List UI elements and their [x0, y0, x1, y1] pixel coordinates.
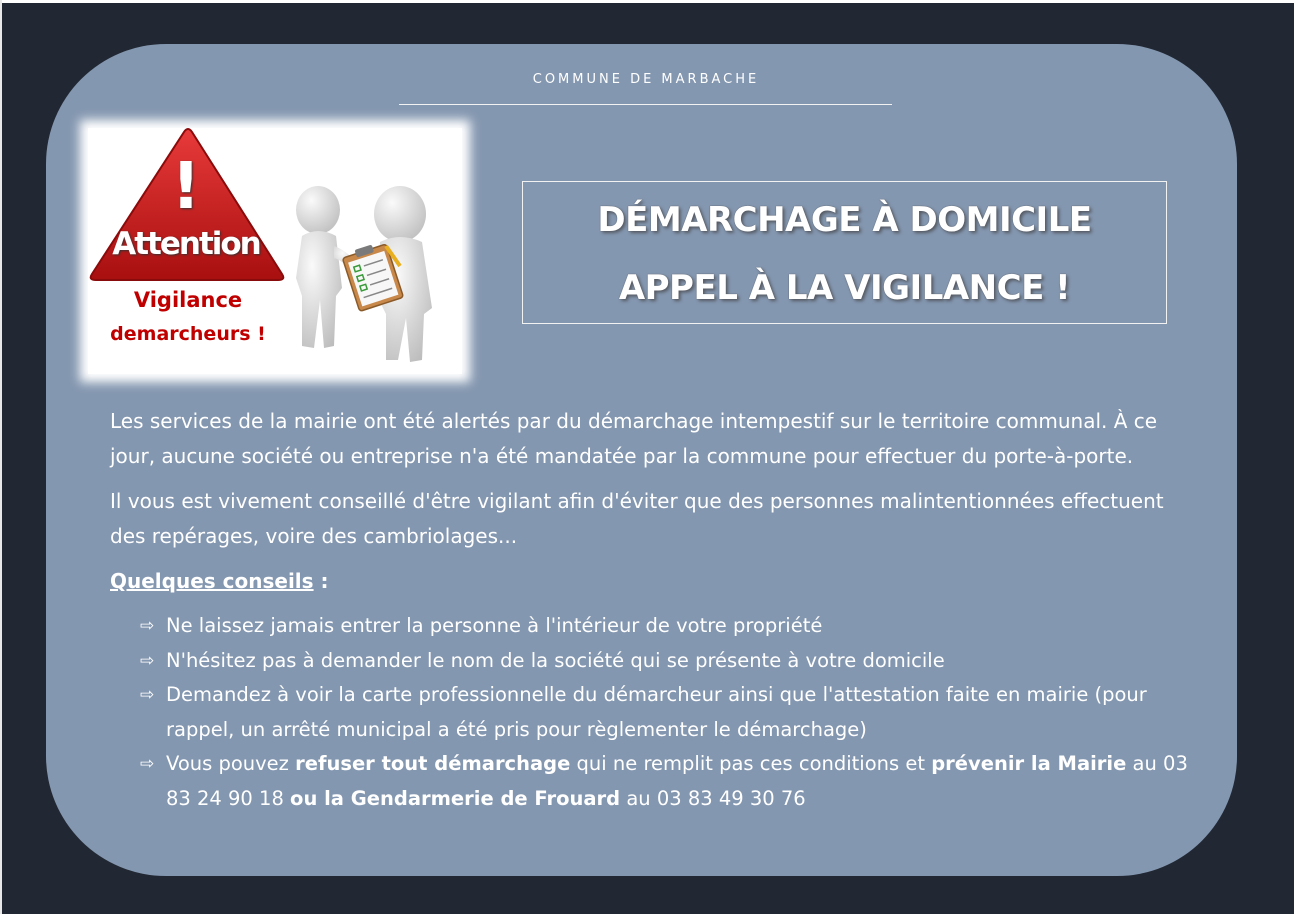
body-content [110, 404, 1190, 816]
tips-list [110, 609, 1190, 816]
paragraph-alert: Les services de la mairie ont été alertés par du démarchage intempestif sur le territoire communal. À ce jour, aucune société ou entreprise n'a été mandatée par la commune pour effectuer du porte-à-porte. [110, 409, 1158, 468]
gendarmerie-phone: au 03 83 49 30 76 [620, 786, 806, 810]
title-box [522, 181, 1167, 324]
tip-item [140, 678, 1190, 747]
tip-item [140, 747, 1190, 816]
window-left-edge [0, 0, 2, 914]
tip-emphasis-gendarmerie: ou la Gendarmerie de Frouard [290, 786, 621, 810]
tip-text-part: qui ne remplit pas ces conditions et [570, 752, 932, 775]
vigilance-word: Vigilance [133, 288, 243, 312]
tip-emphasis-mairie: prévenir la Mairie [931, 752, 1127, 775]
header-divider [399, 104, 892, 105]
tip-text-part: Vous pouvez [166, 752, 296, 775]
conseils-label: Quelques conseils [110, 569, 314, 593]
tip-item [140, 644, 1190, 679]
commune-header: COMMUNE DE MARBACHE [532, 72, 760, 87]
demarcheurs-word: demarcheurs ! [110, 323, 266, 345]
tip-text: Demandez à voir la carte professionnelle du démarcheur ainsi que l'attestation faite en mairie (pour rappel, un arrêté municipal a été pris pour règlementer le démarchage) [166, 683, 1147, 741]
conseils-colon: : [313, 569, 329, 593]
arrow-right-icon: ⇨ [140, 685, 155, 705]
exclamation-mark: ! [171, 150, 201, 224]
window-top-edge [0, 0, 1294, 3]
paragraph-advice: Il vous est vivement conseillé d'être vigilant afin d'éviter que des personnes malintentionnées effectuent des repérages, voire des cambriolages... [110, 489, 1164, 548]
tip-text: Ne laissez jamais entrer la personne à l'intérieur de votre propriété [166, 614, 823, 637]
conseils-heading [110, 564, 1190, 599]
tip-item [140, 609, 1190, 644]
tip-text: N'hésitez pas à demander le nom de la société qui se présente à votre domicile [166, 648, 945, 672]
mairie-phone: au 03 83 24 90 18 [166, 752, 1188, 810]
attention-illustration [88, 128, 462, 374]
arrow-right-icon: ⇨ [140, 754, 155, 774]
title-line-2: APPEL À LA VIGILANCE ! [618, 268, 1071, 308]
attention-word: Attention [112, 226, 260, 262]
arrow-right-icon: ⇨ [140, 650, 155, 671]
title-line-1: DÉMARCHAGE À DOMICILE [597, 200, 1092, 240]
tip-emphasis-refuse: refuser tout démarchage [295, 752, 571, 775]
arrow-right-icon: ⇨ [140, 616, 155, 636]
